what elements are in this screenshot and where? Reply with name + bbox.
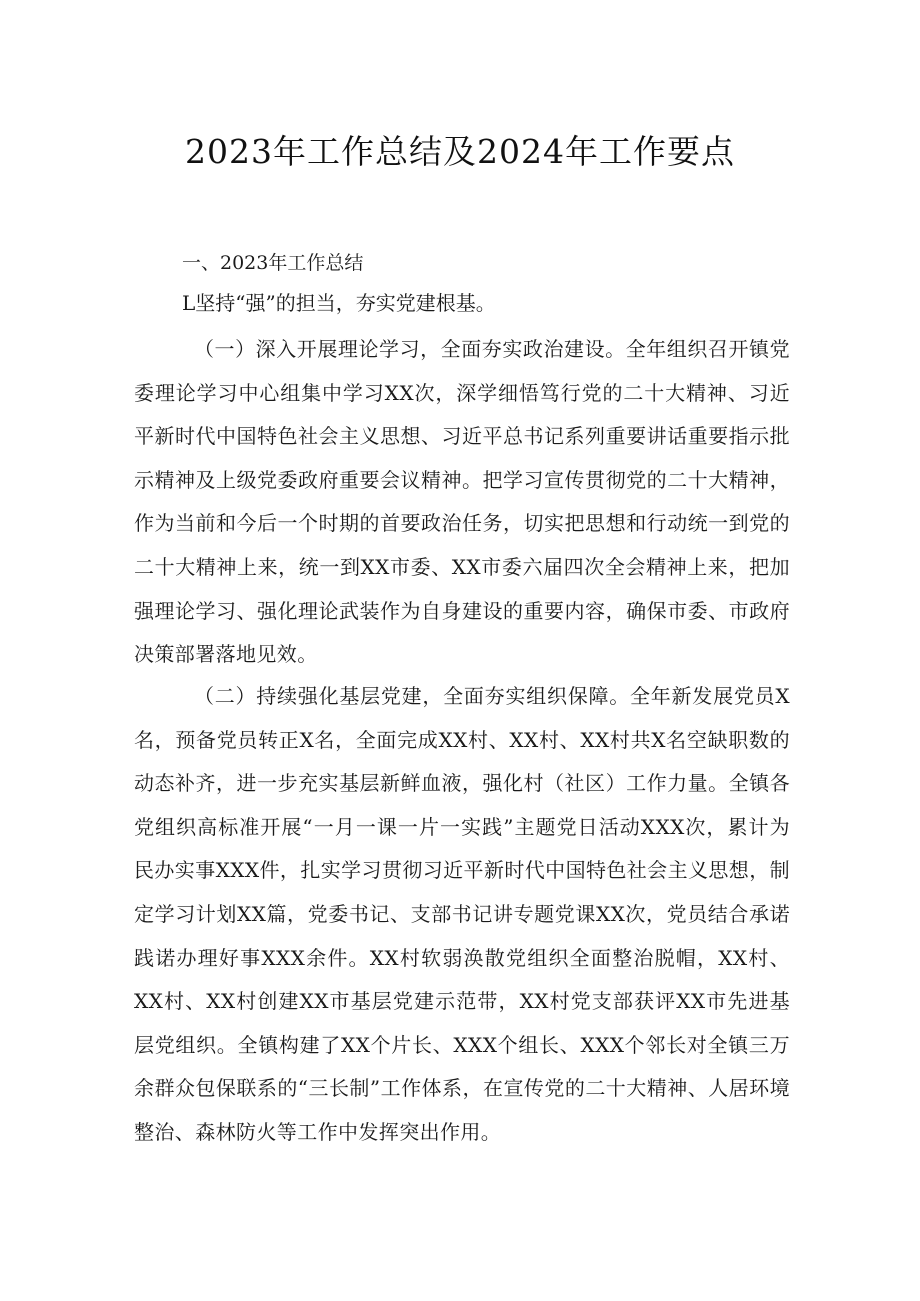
section-heading: 一、2023年工作总结 <box>182 252 364 274</box>
paragraph-theory-study: （一）深入开展理论学习，全面夯实政治建设。全年组织召开镇党委理论学习中心组集中学习XX次，深学细悟笃行党的二十大精神、习近平新时代中国特色社会主义思想、习近平总书记系列重要讲话重要指示批示精神及上级党委政府重要会议精神。把学习宣传贯彻党的二十大精神，作为当前和今后一个时期的首要政治任务，切实把思想和行动统一到党的二十大精神上来，统一到XX市委、XX市委六届四次全会精神上来，把加强理论学习、强化理论武装作为自身建设的重要内容，确保市委、市政府决策部署落地见效。 <box>134 337 790 667</box>
subsection-heading: L坚持“强”的担当，夯实党建根基。 <box>182 291 496 315</box>
document-title: 2023年工作总结及2024年工作要点 <box>185 132 735 171</box>
paragraph-grassroots-party-building: （二）持续强化基层党建，全面夯实组织保障。全年新发展党员X名，预备党员转正X名，全面完成XX村、XX村、XX村共X名空缺职数的动态补齐，进一步充实基层新鲜血液，强化村（社区）工作力量。全镇各党组织高标准开展“一月一课一片一实践”主题党日活动XXX次，累计为民办实事XXX件，扎实学习贯彻习近平新时代中国特色社会主义思想，制定学习计划XX篇，党委书记、支部书记讲专题党课XX次，党员结合承诺践诺办理好事XXX余件。XX村软弱涣散党组织全面整治脱帽，XX村、XX村、XX村创建XX市基层党建示范带，XX村党支部获评XX市先进基层党组织。全镇构建了XX个片长、XXX个组长、XXX个邻长对全镇三万余群众包保联系的“三长制”工作体系，在宣传党的二十大精神、人居环境整治、森林防火等工作中发挥突出作用。 <box>134 684 790 1144</box>
